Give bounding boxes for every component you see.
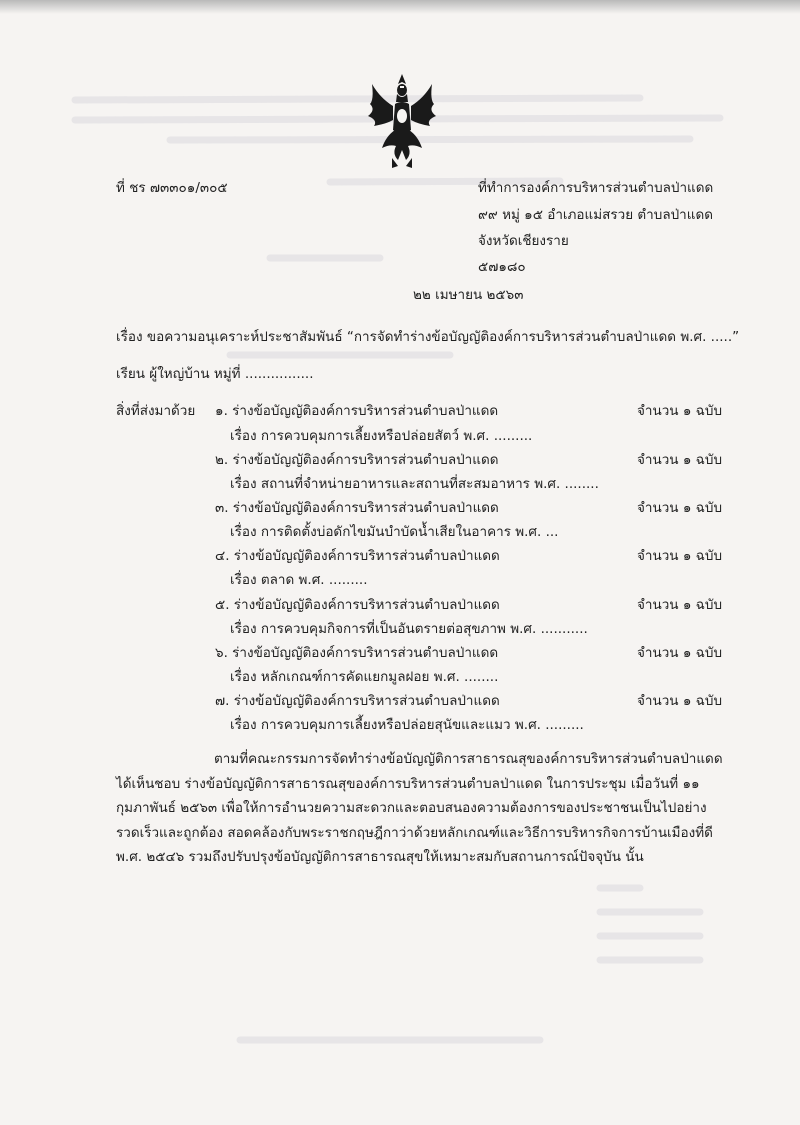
- enclosure-topic: เรื่อง สถานที่จำหน่ายอาหารและสถานที่สะสมอาหาร พ.ศ. ........: [230, 476, 599, 492]
- enclosure-quantity: จำนวน ๑ ฉบับ: [637, 693, 723, 709]
- body-line: รวดเร็วและถูกต้อง สอดคล้องกับพระราชกฤษฎีกาว่าด้วยหลักเกณฑ์และวิธีการบริหารกิจการบ้านเมืองที่ดี: [116, 824, 713, 841]
- enclosure-topic: เรื่อง การควบคุมการเลี้ยงหรือปล่อยสุนัขและแมว พ.ศ. .........: [230, 717, 584, 733]
- enclosure-quantity: จำนวน ๑ ฉบับ: [637, 548, 723, 564]
- office-address: ๙๙ หมู่ ๑๕ อำเภอแม่สรวย ตำบลป่าแดด: [478, 207, 713, 223]
- enclosure-quantity: จำนวน ๑ ฉบับ: [637, 452, 723, 468]
- document-number: ที่ ชร ๗๓๓๐๑/๓๐๕: [116, 180, 228, 196]
- enclosure-title: ๕. ร่างข้อบัญญัติองค์การบริหารส่วนตำบลป่าแดด: [215, 597, 500, 613]
- enclosure-topic: เรื่อง ตลาด พ.ศ. .........: [230, 572, 368, 588]
- office-name: ที่ทำการองค์การบริหารส่วนตำบลป่าแดด: [478, 180, 714, 196]
- enclosure-title: ๓. ร่างข้อบัญญัติองค์การบริหารส่วนตำบลป่าแดด: [215, 500, 499, 516]
- letter-salutation: เรียน ผู้ใหญ่บ้าน หมู่ที่ ................: [116, 366, 314, 382]
- enclosure-topic: เรื่อง การควบคุมกิจการที่เป็นอันตรายต่อสุขภาพ พ.ศ. ...........: [230, 621, 588, 637]
- enclosure-title: ๔. ร่างข้อบัญญัติองค์การบริหารส่วนตำบลป่าแดด: [215, 548, 500, 564]
- enclosure-quantity: จำนวน ๑ ฉบับ: [637, 500, 723, 516]
- enclosure-label: สิ่งที่ส่งมาด้วย: [116, 403, 196, 419]
- enclosure-topic: เรื่อง การติดตั้งบ่อดักไขมันบำบัดน้ำเสียในอาคาร พ.ศ. ...: [230, 524, 559, 540]
- enclosure-title: ๑. ร่างข้อบัญญัติองค์การบริหารส่วนตำบลป่าแดด: [215, 403, 499, 419]
- letter-body: [116, 747, 726, 870]
- office-province: จังหวัดเชียงราย: [478, 233, 569, 249]
- body-line: ได้เห็นชอบ ร่างข้อบัญญัติการสาธารณสุของค์การบริหารส่วนตำบลป่าแดด ในการประชุม เมื่อวันที่ ๑๑: [116, 775, 700, 792]
- enclosure-title: ๖. ร่างข้อบัญญัติองค์การบริหารส่วนตำบลป่าแดด: [215, 645, 499, 661]
- enclosure-quantity: จำนวน ๑ ฉบับ: [637, 403, 723, 419]
- body-line: พ.ศ. ๒๕๔๖ รวมถึงปรับปรุงข้อบัญญัติการสาธารณสุขให้เหมาะสมกับสถานการณ์ปัจจุบัน นั้น: [116, 849, 644, 865]
- body-line: กุมภาพันธ์ ๒๕๖๓ เพื่อให้การอำนวยความสะดวกและตอบสนองความต้องการของประชาชนเป็นไปอย่าง: [116, 800, 707, 816]
- enclosure-quantity: จำนวน ๑ ฉบับ: [637, 645, 723, 661]
- garuda-emblem-icon: [362, 70, 442, 170]
- letter-subject: เรื่อง ขอความอนุเคราะห์ประชาสัมพันธ์ “การจัดทำร่างข้อบัญญัติองค์การบริหารส่วนตำบลป่าแดด พ.ศ. .....”: [116, 329, 740, 345]
- body-line: ตามที่คณะกรรมการจัดทำร่างข้อบัญญัติการสาธารณสุของค์การบริหารส่วนตำบลป่าแดด: [214, 751, 723, 767]
- enclosure-title: ๗. ร่างข้อบัญญัติองค์การบริหารส่วนตำบลป่าแดด: [215, 693, 500, 709]
- enclosure-topic: เรื่อง หลักเกณฑ์การคัดแยกมูลฝอย พ.ศ. ........: [230, 669, 499, 685]
- enclosure-quantity: จำนวน ๑ ฉบับ: [637, 597, 723, 613]
- enclosure-title: ๒. ร่างข้อบัญญัติองค์การบริหารส่วนตำบลป่าแดด: [215, 452, 499, 468]
- letter-date: ๒๒ เมษายน ๒๕๖๓: [413, 287, 524, 303]
- enclosure-topic: เรื่อง การควบคุมการเลี้ยงหรือปล่อยสัตว์ พ.ศ. .........: [230, 428, 533, 444]
- office-postcode: ๕๗๑๘๐: [478, 259, 526, 275]
